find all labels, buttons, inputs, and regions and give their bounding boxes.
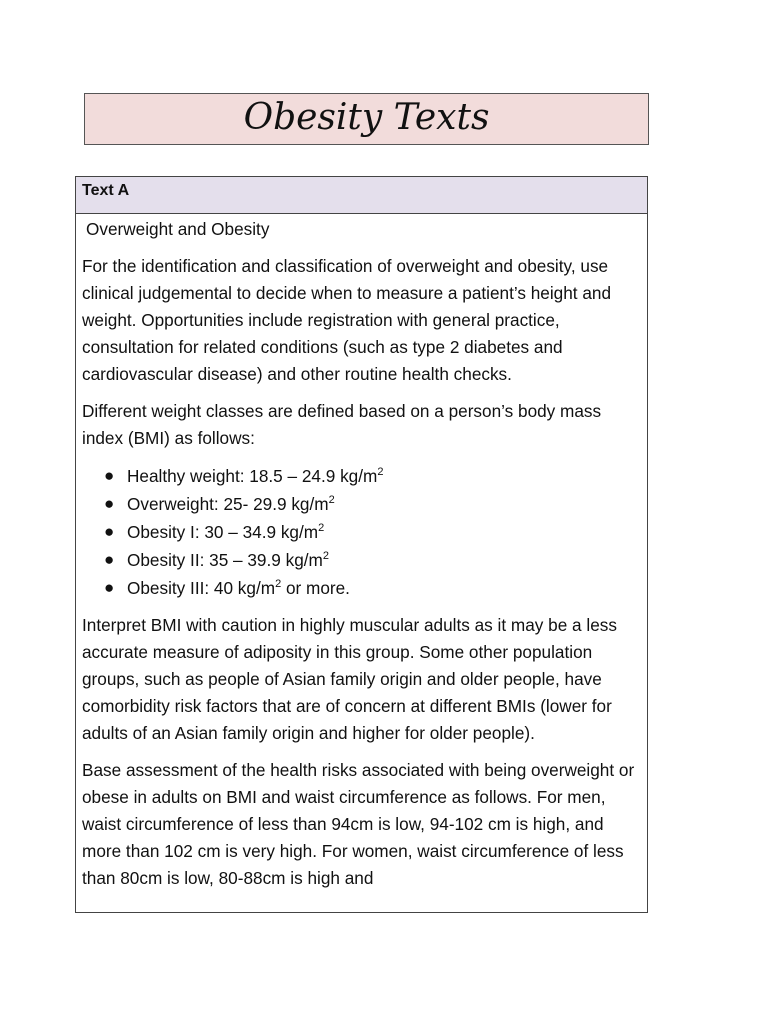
list-item bbox=[82, 490, 641, 518]
bmi-class-suffix: or more. bbox=[281, 578, 350, 598]
bmi-class-text: Overweight: 25- 29.9 kg/m bbox=[127, 494, 329, 514]
bmi-class-list bbox=[82, 462, 641, 602]
superscript: 2 bbox=[318, 522, 325, 534]
list-item bbox=[82, 518, 641, 546]
paragraph-weight-classes: Different weight classes are defined based on a person’s body mass index (BMI) as follows: bbox=[82, 401, 602, 448]
list-item bbox=[82, 574, 641, 602]
title-box bbox=[84, 93, 649, 145]
bullet-icon: ● bbox=[104, 550, 115, 569]
list-item bbox=[82, 462, 641, 490]
paragraph-bmi-caution: Interpret BMI with caution in highly muscular adults as it may be a less accurate measure of adiposity in this group. Some other population groups, such as people of Asian family origin and older people, have comorbidity risk factors that are of concern at different BMIs (lower for adults of an Asian family origin and higher for older people). bbox=[82, 615, 617, 743]
bullet-icon: ● bbox=[104, 494, 115, 513]
superscript: 2 bbox=[328, 494, 335, 506]
document-title: Obesity Texts bbox=[243, 97, 490, 138]
section-subheading: Overweight and Obesity bbox=[86, 219, 270, 239]
superscript: 2 bbox=[322, 550, 329, 562]
list-item bbox=[82, 546, 641, 574]
bullet-icon: ● bbox=[104, 466, 115, 485]
table-header bbox=[76, 177, 647, 214]
bmi-class-text: Obesity III: 40 kg/m bbox=[127, 578, 276, 598]
section-label: Text A bbox=[82, 182, 130, 199]
paragraph-identification: For the identification and classification of overweight and obesity, use clinical judgemental to decide when to measure a patient’s height and weight. Opportunities include registration with general practice, consultation for related conditions (such as type 2 diabetes and cardiovascular disease) and other routine health checks. bbox=[82, 256, 612, 384]
bmi-class-text: Obesity I: 30 – 34.9 kg/m bbox=[127, 522, 319, 542]
table-body bbox=[76, 214, 647, 892]
superscript: 2 bbox=[275, 578, 282, 590]
bullet-icon: ● bbox=[104, 522, 115, 541]
paragraph-health-risks: Base assessment of the health risks associated with being overweight or obese in adults on BMI and waist circumference as follows. For men, waist circumference of less than 94cm is low, 94-102 cm is high, and more than 102 cm is very high. For women, waist circumference of less than 80cm is low, 80-88cm is high and bbox=[82, 760, 635, 888]
text-a-table bbox=[75, 176, 648, 913]
bmi-class-text: Healthy weight: 18.5 – 24.9 kg/m bbox=[127, 466, 378, 486]
bmi-class-text: Obesity II: 35 – 39.9 kg/m bbox=[127, 550, 323, 570]
superscript: 2 bbox=[377, 466, 384, 478]
bullet-icon: ● bbox=[104, 578, 115, 597]
